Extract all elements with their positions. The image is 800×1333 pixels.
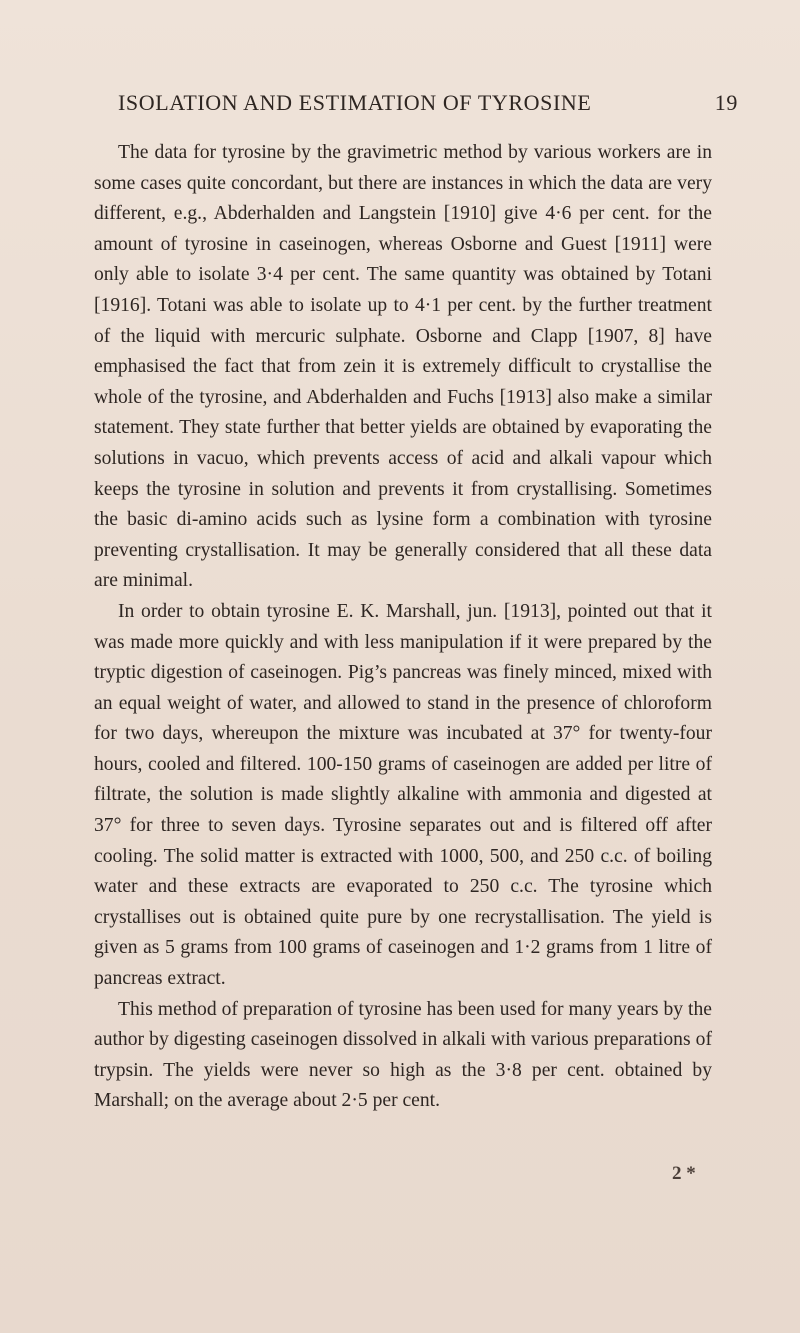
chapter-title: ISOLATION AND ESTIMATION OF TYROSINE bbox=[118, 90, 592, 115]
body-text bbox=[94, 138, 712, 1117]
page-number: 19 bbox=[714, 90, 738, 115]
paragraph-marshall-method: In order to obtain tyrosine E. K. Marshall, jun. [1913], pointed out that it was made more quickly and with less manipulation if it were prepared by the tryptic digestion of caseinogen. Pig’s pancreas was finely minced, mixed with an equal weight of water, and allowed to stand in the presence of chloroform for two days, whereupon the mixture was incubated at 37° for twenty-four hours, cooled and filtered. 100-150 grams of caseinogen are added per litre of filtrate, the solution is made slightly alkaline with ammonia and digested at 37° for three to seven days. Tyrosine separates out and is filtered off after cooling. The solid matter is extracted with 1000, 500, and 250 c.c. of boiling water and these extracts are evaporated to 250 c.c. The tyrosine which crystallises out is obtained quite pure by one recrystallisation. The yield is given as 5 grams from 100 grams of caseinogen and 1·2 grams from 1 litre of pancreas extract. bbox=[94, 600, 712, 990]
signature-mark: 2 * bbox=[672, 1163, 696, 1184]
paragraph-author-method: This method of preparation of tyrosine has been used for many years by the author by digesting caseinogen dissolved in alkali with various preparations of trypsin. The yields were never so high as the 3·8 per cent. obtained by Marshall; on the average about 2·5 per cent. bbox=[94, 998, 712, 1112]
paragraph-gravimetric-data: The data for tyrosine by the gravimetric method by various workers are in some cases quite concordant, but there are instances in which the data are very different, e.g., Abderhalden and Langstein [1910] give 4·6 per cent. for the amount of tyrosine in caseinogen, whereas Osborne and Guest [1911] were only able to isolate 3·4 per cent. The same quantity was obtained by Totani [1916]. Totani was able to isolate up to 4·1 per cent. by the further treatment of the liquid with mercuric sulphate. Osborne and Clapp [1907, 8] have emphasised the fact that from zein it is extremely difficult to crystallise the whole of the tyrosine, and Abderhalden and Fuchs [1913] also make a similar statement. They state further that better yields are obtained by evaporating the solutions in vacuo, which prevents access of acid and alkali vapour which keeps the tyrosine in solution and prevents it from crystallising. Sometimes the basic di-amino acids such as lysine form a combination with tyrosine preventing crystallisation. It may be generally considered that all these data are minimal. bbox=[94, 142, 712, 592]
running-head bbox=[118, 90, 738, 116]
